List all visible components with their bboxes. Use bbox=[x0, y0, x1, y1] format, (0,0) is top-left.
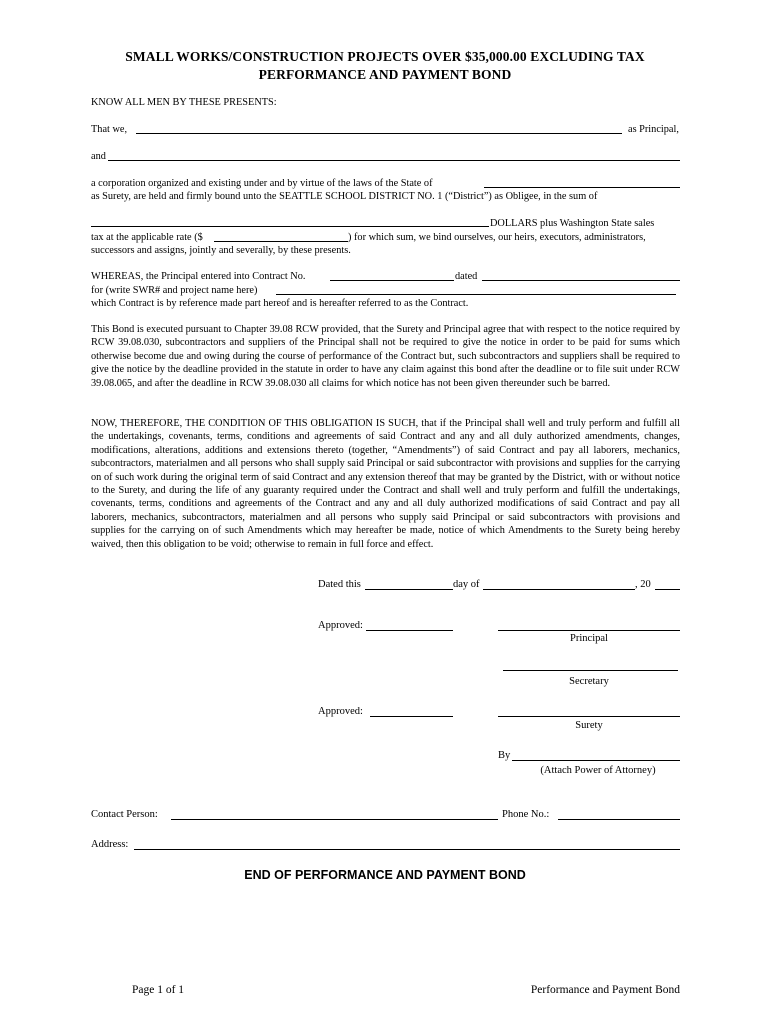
secretary-signature-field[interactable] bbox=[503, 670, 678, 671]
dollars-text: DOLLARS plus Washington State sales bbox=[490, 218, 655, 229]
swr-label: for (write SWR# and project name here) bbox=[91, 285, 258, 296]
bond-executed-paragraph: This Bond is executed pursuant to Chapter 39.08 RCW provided, that the Surety and Principal agree that with respect to the notice required by RCW 39.08.030, subcontractors and suppliers of the Principal shall not be required to give the notice in order to be paid for sums which otherwise become due and owing during the course of performance of the Contract but, such subcontractors and suppliers shall be required to give the notice by the deadline provided in the statute in order to have any claim against this bond after the deadline or to file suit under RCW 39.08.065, and after the deadline in RCW 39.08.030 all claims for which notice has not been given thereunder such be barred. bbox=[91, 324, 680, 389]
corporation-text: a corporation organized and existing under and by virtue of the laws of the State of bbox=[91, 178, 433, 189]
as-principal-label: as Principal, bbox=[628, 124, 679, 135]
end-of-bond-heading: END OF PERFORMANCE AND PAYMENT BOND bbox=[244, 868, 526, 882]
surety-name-field[interactable] bbox=[108, 160, 680, 161]
sum-amount-field[interactable] bbox=[91, 226, 489, 227]
day-field[interactable] bbox=[365, 589, 453, 590]
secretary-label: Secretary bbox=[569, 676, 609, 687]
surety-signature-field[interactable] bbox=[498, 716, 680, 717]
tax-rate-suffix: ) for which sum, we bind ourselves, our heirs, executors, administrators, bbox=[348, 232, 646, 243]
document-title-line2: PERFORMANCE AND PAYMENT BOND bbox=[258, 67, 512, 82]
page-number: Page 1 of 1 bbox=[132, 984, 185, 996]
approved-label-1: Approved: bbox=[318, 620, 363, 631]
contact-person-field[interactable] bbox=[171, 819, 498, 820]
approved-signature-field-2[interactable] bbox=[370, 716, 453, 717]
day-of-label: day of bbox=[453, 579, 480, 590]
address-label: Address: bbox=[91, 839, 129, 850]
condition-paragraph: NOW, THEREFORE, THE CONDITION OF THIS OBLIGATION IS SUCH, that if the Principal shall well and truly perform and fulfill all the undertakings, covenants, terms, conditions and agreements of said Contract and any and all duly authorized amendments, changes, modifications, alterations, additions and extensions thereto (together, “Amendments”) of said Contract and pay all laborers, mechanics, subcontractors, materialmen and all persons who shall supply said Principal or said subcontractor with provisions and supplies for the carrying on of such work during the original term of said Contract and any extension thereof that may be granted by the District, with or without notice to the Surety, and during the life of any guaranty required under the Contract and shall well and truly perform and fulfill the undertakings, covenants, terms, conditions and agreements of the Contract and any and all duly authorized modifications of said Contract and pay all laborers, mechanics, subcontractors, materialmen and all persons who supply said Principal or said subcontractors with provisions and supplies for the carrying on of such Amendments which may hereafter be made, notice of which Amendments to the Surety being hereby waived, then this obligation to be void; otherwise to remain in full force and effect. bbox=[91, 418, 680, 550]
whereas-text: WHEREAS, the Principal entered into Contract No. bbox=[91, 271, 306, 282]
principal-label: Principal bbox=[570, 633, 608, 644]
dated-label: dated bbox=[455, 271, 478, 282]
year-field[interactable] bbox=[655, 589, 680, 590]
address-field[interactable] bbox=[134, 849, 680, 850]
surety-held-text: as Surety, are held and firmly bound unto the SEATTLE SCHOOL DISTRICT NO. 1 (“District”) as Obligee, in the sum of bbox=[91, 191, 598, 202]
state-field[interactable] bbox=[484, 187, 680, 188]
approved-signature-field-1[interactable] bbox=[366, 630, 453, 631]
know-all-heading: KNOW ALL MEN BY THESE PRESENTS: bbox=[91, 97, 277, 108]
contact-person-label: Contact Person: bbox=[91, 809, 158, 820]
phone-field[interactable] bbox=[558, 819, 680, 820]
tax-rate-field[interactable] bbox=[214, 241, 348, 242]
dated-this-label: Dated this bbox=[318, 579, 361, 590]
attach-power-label: (Attach Power of Attorney) bbox=[540, 765, 656, 776]
footer-document-title: Performance and Payment Bond bbox=[530, 984, 680, 996]
month-field[interactable] bbox=[483, 589, 635, 590]
tax-rate-prefix: tax at the applicable rate ($ bbox=[91, 232, 203, 243]
principal-name-field[interactable] bbox=[136, 133, 622, 134]
approved-label-2: Approved: bbox=[318, 706, 363, 717]
surety-label: Surety bbox=[575, 720, 603, 731]
contract-date-field[interactable] bbox=[482, 280, 680, 281]
by-signature-field[interactable] bbox=[512, 760, 680, 761]
contract-number-field[interactable] bbox=[330, 280, 454, 281]
swr-project-field[interactable] bbox=[276, 294, 676, 295]
which-contract-text: which Contract is by reference made part hereof and is hereafter referred to as the Contract. bbox=[91, 298, 469, 309]
document-title-line1: SMALL WORKS/CONSTRUCTION PROJECTS OVER $35,000.00 EXCLUDING TAX bbox=[125, 49, 645, 64]
phone-label: Phone No.: bbox=[502, 809, 550, 820]
by-label: By bbox=[498, 750, 511, 761]
that-we-label: That we, bbox=[91, 124, 128, 135]
year-prefix-label: , 20 bbox=[635, 579, 651, 590]
successors-text: successors and assigns, jointly and severally, by these presents. bbox=[91, 245, 351, 256]
and-label: and bbox=[91, 151, 106, 162]
principal-signature-field[interactable] bbox=[498, 630, 680, 631]
